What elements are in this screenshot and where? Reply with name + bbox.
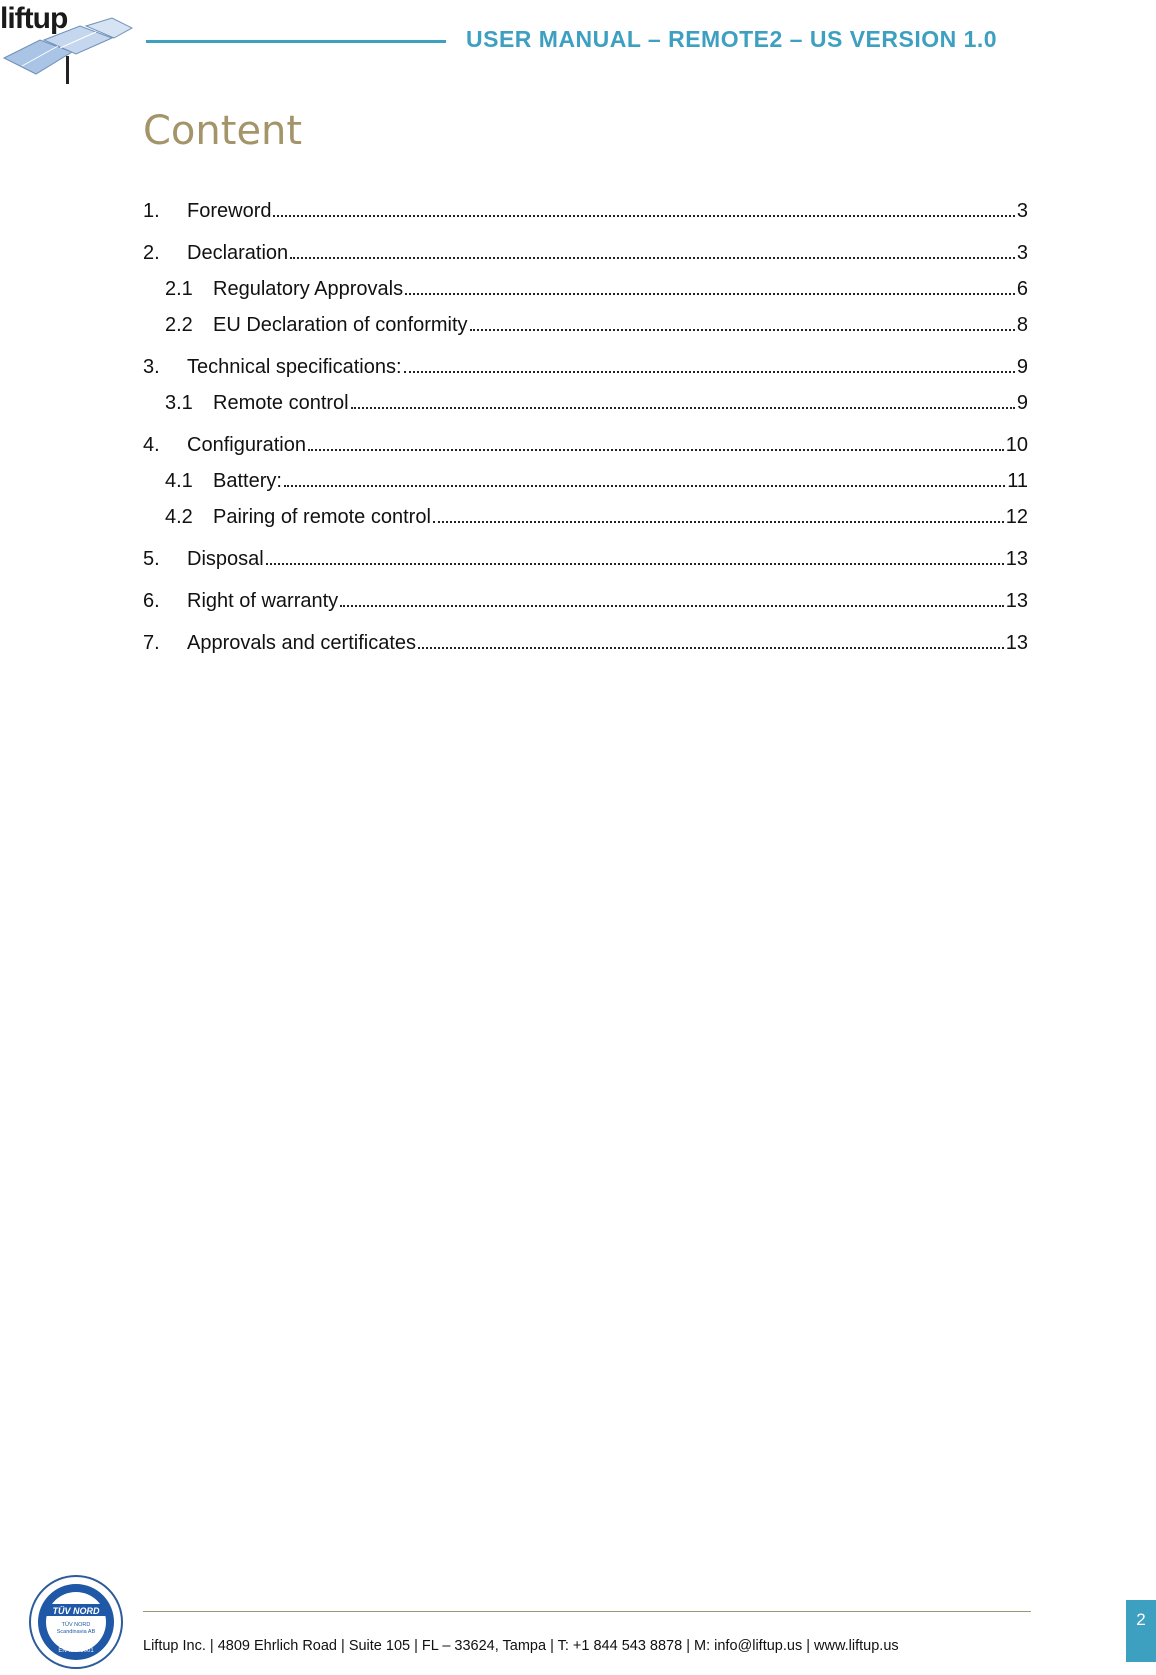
footer-rule [143,1611,1031,1612]
toc-entry-page: 8 [1016,314,1028,336]
toc-entry-page: 13 [1005,590,1028,612]
svg-text:TÜV NORD: TÜV NORD [52,1606,100,1616]
document-header-title: USER MANUAL – REMOTE2 – US VERSION 1.0 [466,26,998,52]
toc-entry-regulatory-approvals[interactable] [165,278,1028,301]
toc-entry-technical-specifications[interactable] [143,356,1028,379]
toc-dot-leader [405,293,1015,295]
toc-entry-label: Battery: [213,470,282,492]
toc-entry-number: 1. [143,200,160,222]
toc-entry-label: EU Declaration of conformity [213,314,468,336]
toc-entry-battery[interactable] [165,470,1028,493]
toc-entry-page: 9 [1016,392,1028,414]
toc-entry-number: 2.1 [165,278,193,300]
logo-wordmark: liftup [0,2,68,35]
toc-entry-label: Disposal [187,548,264,570]
toc-dot-leader [284,485,1005,487]
toc-entry-label: Approvals and certificates [187,632,417,654]
toc-entry-approvals-and-certificates[interactable] [143,632,1028,655]
header-rule [146,40,446,43]
toc-entry-pairing[interactable] [165,506,1028,529]
toc-entry-remote-control[interactable] [165,392,1028,415]
toc-entry-declaration[interactable] [143,242,1028,265]
toc-entry-configuration[interactable] [143,434,1028,457]
toc-dot-leader [351,407,1015,409]
toc-entry-page: 12 [1005,506,1028,528]
toc-dot-leader [273,215,1014,217]
toc-entry-label: Pairing of remote control [213,506,431,528]
toc-entry-number: 4. [143,434,160,456]
toc-entry-page: 10 [1005,434,1028,456]
svg-text:Scandinavia AB: Scandinavia AB [56,1629,96,1635]
toc-entry-label: Foreword [187,200,272,222]
toc-dot-leader [266,563,1004,565]
tuv-seal-icon [28,1574,124,1670]
toc-entry-label: Right of warranty [187,590,339,612]
page-number-badge: 2 [1126,1600,1156,1662]
toc-entry-page: 3 [1016,242,1028,264]
toc-entry-label: Remote control [213,392,349,414]
toc-entry-number: 4.1 [165,470,193,492]
toc-entry-page: 13 [1005,632,1028,654]
svg-text:TÜV NORD: TÜV NORD [61,1622,91,1628]
toc-entry-number: 5. [143,548,160,570]
liftup-logo [0,0,135,90]
toc-entry-page: 9 [1016,356,1028,378]
toc-dot-leader [340,605,1004,607]
toc-entry-number: 7. [143,632,160,654]
toc-entry-number: 2. [143,242,160,264]
toc-entry-page: 11 [1007,470,1028,492]
footer-contact-line: Liftup Inc. | 4809 Ehrlich Road | Suite 105 | FL – 33624, Tampa | T: +1 844 543 8878 | M: info@liftup.us | www.liftup.us [143,1638,899,1654]
toc-entry-number: 3.1 [165,392,193,414]
toc-entry-label: Declaration [187,242,289,264]
toc-entry-label: Configuration [187,434,306,456]
toc-dot-leader [418,647,1004,649]
toc-entry-number: 6. [143,590,160,612]
toc-entry-number: 4.2 [165,506,193,528]
toc-entry-number: 2.2 [165,314,193,336]
toc-dot-leader [470,329,1015,331]
toc-entry-page: 6 [1016,278,1028,300]
toc-entry-label: Regulatory Approvals [213,278,404,300]
toc-entry-disposal[interactable] [143,548,1028,571]
toc-entry-foreword[interactable] [143,200,1028,223]
toc-entry-number: 3. [143,356,160,378]
tuv-nord-certification-seal [28,1574,124,1670]
toc-entry-page: 3 [1016,200,1028,222]
toc-dot-leader [308,449,1004,451]
svg-text:EN ISO 9001: EN ISO 9001 [58,1648,94,1654]
toc-entry-right-of-warranty[interactable] [143,590,1028,613]
toc-dot-leader [290,257,1015,259]
toc-dot-leader [433,521,1004,523]
toc-entry-page: 13 [1005,548,1028,570]
page-title: Content [143,108,303,154]
toc-dot-leader [404,371,1015,373]
toc-entry-eu-declaration[interactable] [165,314,1028,337]
toc-entry-label: Technical specifications: [187,356,402,378]
